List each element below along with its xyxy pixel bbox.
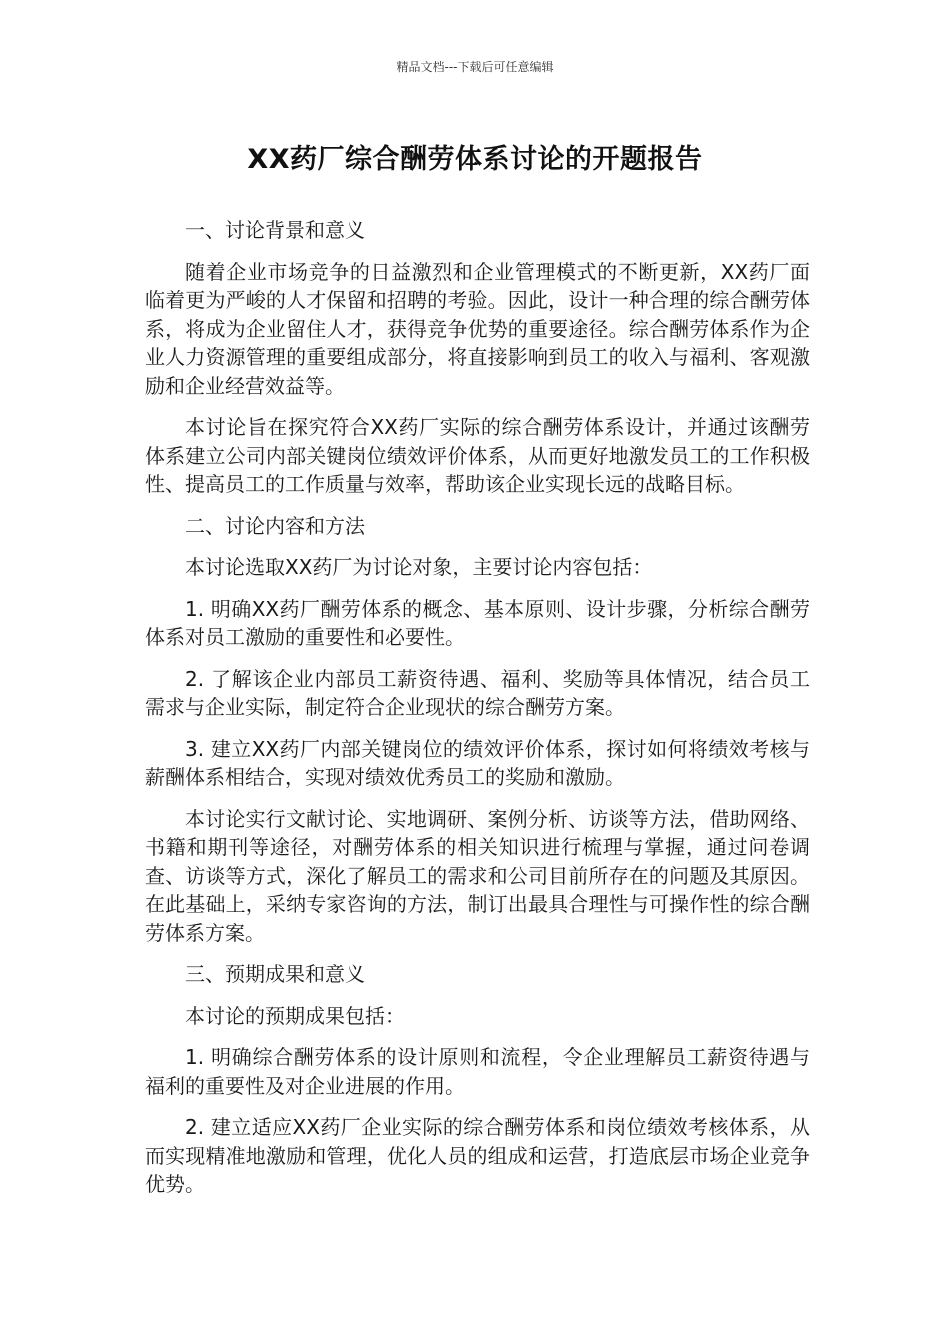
paragraph: 本讨论旨在探究符合XX药厂实际的综合酬劳体系设计，并通过该酬劳体系建立公司内部关键岗位绩效评价体系，从而更好地激发员工的工作积极性、提高员工的工作质量与效率，帮助该企业实现长远的战略目标。 [145,415,810,496]
list-item: 2. 建立适应XX药厂企业实际的综合酬劳体系和岗位绩效考核体系，从而实现精准地激励和管理，优化人员的组成和运营，打造底层市场企业竞争优势。 [145,1115,810,1196]
list-item: 1. 明确XX药厂酬劳体系的概念、基本原则、设计步骤，分析综合酬劳体系对员工激励的重要性和必要性。 [145,596,810,649]
section-heading: 三、预期成果和意义 [185,962,365,986]
list-item: 2. 了解该企业内部员工薪资待遇、福利、奖励等具体情况，结合员工需求与企业实际，制定符合企业现状的综合酬劳方案。 [145,666,810,719]
list-item: 3. 建立XX药厂内部关键岗位的绩效评价体系，探讨如何将绩效考核与薪酬体系相结合，实现对绩效优秀员工的奖励和激励。 [145,736,810,789]
list-item: 1. 明确综合酬劳体系的设计原则和流程，令企业理解员工薪资待遇与福利的重要性及对企业进展的作用。 [145,1045,810,1098]
document-body [145,216,810,1212]
page-header: 精品文档---下载后可任意编辑 [396,60,554,74]
document-title: XX药厂综合酬劳体系讨论的开题报告 [247,144,703,175]
section-heading: 一、讨论背景和意义 [185,218,365,242]
paragraph: 本讨论实行文献讨论、实地调研、案例分析、访谈等方法，借助网络、书籍和期刊等途径，对酬劳体系的相关知识进行梳理与掌握，通过问卷调查、访谈等方式，深化了解员工的需求和公司目前所存在的问题及其原因。在此基础上，采纳专家咨询的方法，制订出最具合理性与可操作性的综合酬劳体系方案。 [145,806,810,945]
section-heading: 二、讨论内容和方法 [185,513,365,538]
paragraph: 本讨论选取XX药厂为讨论对象，主要讨论内容包括： [185,555,653,579]
paragraph: 随着企业市场竞争的日益激烈和企业管理模式的不断更新，XX药厂面临着更为严峻的人才保留和招聘的考验。因此，设计一种合理的综合酬劳体系，将成为企业留住人才，获得竞争优势的重要途径。综合酬劳体系作为企业人力资源管理的重要组成部分，将直接影响到员工的收入与福利、客观激励和企业经营效益等。 [145,259,810,398]
paragraph: 本讨论的预期成果包括： [185,1003,405,1028]
